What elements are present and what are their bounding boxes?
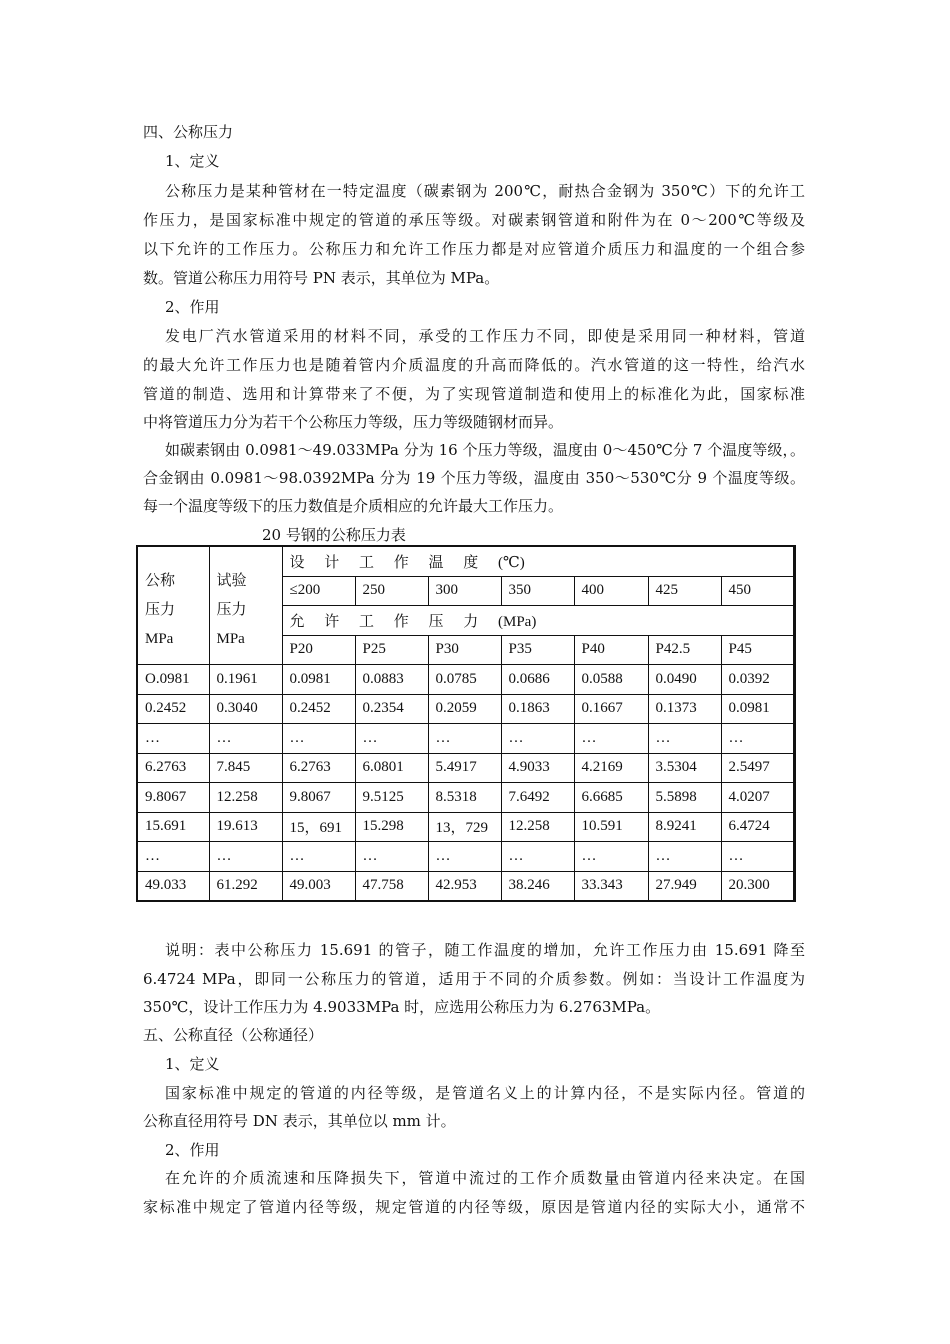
table-cell: 0.1667 bbox=[574, 694, 648, 724]
pcode-cell: P45 bbox=[721, 635, 794, 665]
pcode-cell: P42.5 bbox=[648, 635, 721, 665]
table-row bbox=[137, 783, 794, 813]
table-cell: 49.033 bbox=[137, 871, 209, 901]
table-cell: 5.5898 bbox=[648, 783, 721, 813]
table-cell: 15，691 bbox=[282, 812, 355, 842]
table-body bbox=[137, 665, 794, 902]
table-cell: … bbox=[721, 724, 794, 754]
header-allowable-pressure: 允 许 工 作 压 力 (MPa) bbox=[282, 606, 794, 636]
note-line1: 说明：表中公称压力 15.691 的管子，随工作温度的增加，允许工作压力由 15.691 降至 bbox=[165, 941, 805, 959]
section4-heading: 四、公称压力 bbox=[143, 123, 234, 141]
temp-cell: 400 bbox=[574, 576, 648, 606]
table-cell: … bbox=[574, 724, 648, 754]
header-nominal-pressure bbox=[137, 546, 209, 665]
section4-p2-line4: 中将管道压力分为若干个公称压力等级，压力等级随钢材而异。 bbox=[143, 413, 564, 431]
table-cell: 15.298 bbox=[355, 812, 428, 842]
table-cell: … bbox=[282, 724, 355, 754]
header-row-temp-title bbox=[137, 546, 794, 576]
table-row bbox=[137, 812, 794, 842]
table-cell: 47.758 bbox=[355, 871, 428, 901]
section4-p1-line2: 作压力，是国家标准中规定的管道的承压等级。对碳素钢管道和附件为在 0～200℃等级及 bbox=[143, 211, 805, 229]
table-cell: 6.2763 bbox=[282, 753, 355, 783]
table-cell: … bbox=[501, 842, 574, 872]
section5-p2-line2: 家标准中规定了管道内径等级，规定管道的内径等级，原因是管道内径的实际大小，通常不 bbox=[143, 1198, 805, 1216]
table-cell: 6.6685 bbox=[574, 783, 648, 813]
table-cell: 6.2763 bbox=[137, 753, 209, 783]
table-row bbox=[137, 753, 794, 783]
table-cell: … bbox=[501, 724, 574, 754]
table-cell: 0.0686 bbox=[501, 665, 574, 695]
table-cell: 0.2452 bbox=[282, 694, 355, 724]
table-cell: 4.0207 bbox=[721, 783, 794, 813]
table-cell: 9.8067 bbox=[137, 783, 209, 813]
table-cell: … bbox=[648, 724, 721, 754]
header-test-line3: MPa bbox=[216, 631, 245, 647]
table-cell: … bbox=[137, 724, 209, 754]
table-cell: 0.2354 bbox=[355, 694, 428, 724]
table-cell: 2.5497 bbox=[721, 753, 794, 783]
table-cell: 0.1961 bbox=[209, 665, 282, 695]
header-test-pressure bbox=[209, 546, 282, 665]
table-cell: 38.246 bbox=[501, 871, 574, 901]
pressure-table bbox=[136, 545, 796, 902]
table-cell: O.0981 bbox=[137, 665, 209, 695]
table-cell: 0.0785 bbox=[428, 665, 501, 695]
table-row bbox=[137, 694, 794, 724]
table-cell: 42.953 bbox=[428, 871, 501, 901]
note-line3: 350℃，设计工作压力为 4.9033MPa 时，应选用公称压力为 6.2763MPa。 bbox=[143, 998, 661, 1016]
section4-p3-line1: 如碳素钢由 0.0981～49.033MPa 分为 16 个压力等级，温度由 0～450℃分 7 个温度等级，。 bbox=[165, 441, 805, 459]
table-cell: 7.6492 bbox=[501, 783, 574, 813]
table-cell: 0.0588 bbox=[574, 665, 648, 695]
pcode-cell: P20 bbox=[282, 635, 355, 665]
section4-p2-line2: 的最大允许工作压力也是随着管内介质温度的升高而降低的。汽水管道的这一特性，给汽水 bbox=[143, 356, 805, 374]
table-cell: … bbox=[355, 724, 428, 754]
section4-sub1: 1、定义 bbox=[165, 152, 220, 170]
table-cell: 0.0981 bbox=[282, 665, 355, 695]
table-cell: 20.300 bbox=[721, 871, 794, 901]
section5-p2-line1: 在允许的介质流速和压降损失下，管道中流过的工作介质数量由管道内径来决定。在国 bbox=[165, 1169, 805, 1187]
table-caption: 20 号钢的公称压力表 bbox=[262, 526, 406, 544]
section4-p3-line3: 每一个温度等级下的压力数值是介质相应的允许最大工作压力。 bbox=[143, 497, 564, 515]
table-cell: … bbox=[428, 842, 501, 872]
section5-sub2: 2、作用 bbox=[165, 1141, 220, 1159]
table-cell: 0.0490 bbox=[648, 665, 721, 695]
table-cell: 12.258 bbox=[501, 812, 574, 842]
section5-p1-line1: 国家标准中规定的管道的内径等级，是管道名义上的计算内径，不是实际内径。管道的 bbox=[165, 1084, 805, 1102]
table-cell: 3.5304 bbox=[648, 753, 721, 783]
section4-p1-line3: 以下允许的工作压力。公称压力和允许工作压力都是对应管道介质压力和温度的一个组合参 bbox=[143, 240, 805, 258]
table-cell: 6.0801 bbox=[355, 753, 428, 783]
pcode-cell: P30 bbox=[428, 635, 501, 665]
table-cell: 0.0392 bbox=[721, 665, 794, 695]
table-row bbox=[137, 724, 794, 754]
table-cell: 0.0883 bbox=[355, 665, 428, 695]
table-cell: 5.4917 bbox=[428, 753, 501, 783]
header-design-temperature: 设 计 工 作 温 度 (℃) bbox=[282, 546, 794, 576]
table-cell: 4.9033 bbox=[501, 753, 574, 783]
table-cell: 8.5318 bbox=[428, 783, 501, 813]
section5-heading: 五、公称直径（公称通径） bbox=[143, 1026, 324, 1044]
table-cell: 0.2059 bbox=[428, 694, 501, 724]
header-nominal-line2: 压力 bbox=[145, 602, 176, 618]
section4-p2-line1: 发电厂汽水管道采用的材料不同，承受的工作压力不同，即使是采用同一种材料，管道 bbox=[165, 327, 805, 345]
header-test-line1: 试验 bbox=[216, 573, 247, 589]
table-cell: 8.9241 bbox=[648, 812, 721, 842]
table-row bbox=[137, 842, 794, 872]
header-nominal-line3: MPa bbox=[145, 631, 174, 647]
section4-p2-line3: 管道的制造、选用和计算带来了不便，为了实现管道制造和使用上的标准化为此，国家标准 bbox=[143, 385, 805, 403]
table-cell: … bbox=[282, 842, 355, 872]
table-cell: 19.613 bbox=[209, 812, 282, 842]
temp-cell: 300 bbox=[428, 576, 501, 606]
table-cell: … bbox=[574, 842, 648, 872]
table-cell: 0.1863 bbox=[501, 694, 574, 724]
table-cell: … bbox=[355, 842, 428, 872]
table-cell: 15.691 bbox=[137, 812, 209, 842]
pcode-cell: P40 bbox=[574, 635, 648, 665]
table-row bbox=[137, 665, 794, 695]
table-cell: … bbox=[721, 842, 794, 872]
note-line2: 6.4724 MPa，即同一公称压力的管道，适用于不同的介质参数。例如：当设计工作温度为 bbox=[143, 970, 805, 988]
section5-sub1: 1、定义 bbox=[165, 1055, 220, 1073]
section5-p1-line2: 公称直径用符号 DN 表示，其单位以 mm 计。 bbox=[143, 1112, 456, 1130]
table-cell: 9.5125 bbox=[355, 783, 428, 813]
section4-p1-line4: 数。管道公称压力用符号 PN 表示，其单位为 MPa。 bbox=[143, 269, 500, 287]
temp-cell: 250 bbox=[355, 576, 428, 606]
table-cell: 0.0981 bbox=[721, 694, 794, 724]
temp-cell: 350 bbox=[501, 576, 574, 606]
table-cell: … bbox=[137, 842, 209, 872]
table-cell: 33.343 bbox=[574, 871, 648, 901]
temp-cell: 450 bbox=[721, 576, 794, 606]
table-cell: 12.258 bbox=[209, 783, 282, 813]
section4-p3-line2: 合金钢由 0.0981～98.0392MPa 分为 19 个压力等级，温度由 350～530℃分 9 个温度等级。 bbox=[143, 469, 805, 487]
table-cell: 7.845 bbox=[209, 753, 282, 783]
table-cell: 61.292 bbox=[209, 871, 282, 901]
section4-sub2: 2、作用 bbox=[165, 298, 220, 316]
section4-p1-line1: 公称压力是某种管材在一特定温度（碳素钢为 200℃，耐热合金钢为 350℃）下的允许工 bbox=[165, 182, 805, 200]
table-cell: 0.3040 bbox=[209, 694, 282, 724]
header-nominal-line1: 公称 bbox=[145, 573, 176, 589]
table-cell: 13，729 bbox=[428, 812, 501, 842]
temp-cell: 425 bbox=[648, 576, 721, 606]
table-cell: … bbox=[648, 842, 721, 872]
table-cell: 6.4724 bbox=[721, 812, 794, 842]
table-cell: 27.949 bbox=[648, 871, 721, 901]
table-cell: 49.003 bbox=[282, 871, 355, 901]
table-cell: … bbox=[209, 724, 282, 754]
table-cell: … bbox=[209, 842, 282, 872]
table-cell: 10.591 bbox=[574, 812, 648, 842]
temp-cell: ≤200 bbox=[282, 576, 355, 606]
pcode-cell: P35 bbox=[501, 635, 574, 665]
table-cell: 9.8067 bbox=[282, 783, 355, 813]
table-cell: 4.2169 bbox=[574, 753, 648, 783]
header-test-line2: 压力 bbox=[216, 602, 247, 618]
table-cell: 0.1373 bbox=[648, 694, 721, 724]
pcode-cell: P25 bbox=[355, 635, 428, 665]
table-cell: 0.2452 bbox=[137, 694, 209, 724]
table-row bbox=[137, 871, 794, 901]
table-cell: … bbox=[428, 724, 501, 754]
